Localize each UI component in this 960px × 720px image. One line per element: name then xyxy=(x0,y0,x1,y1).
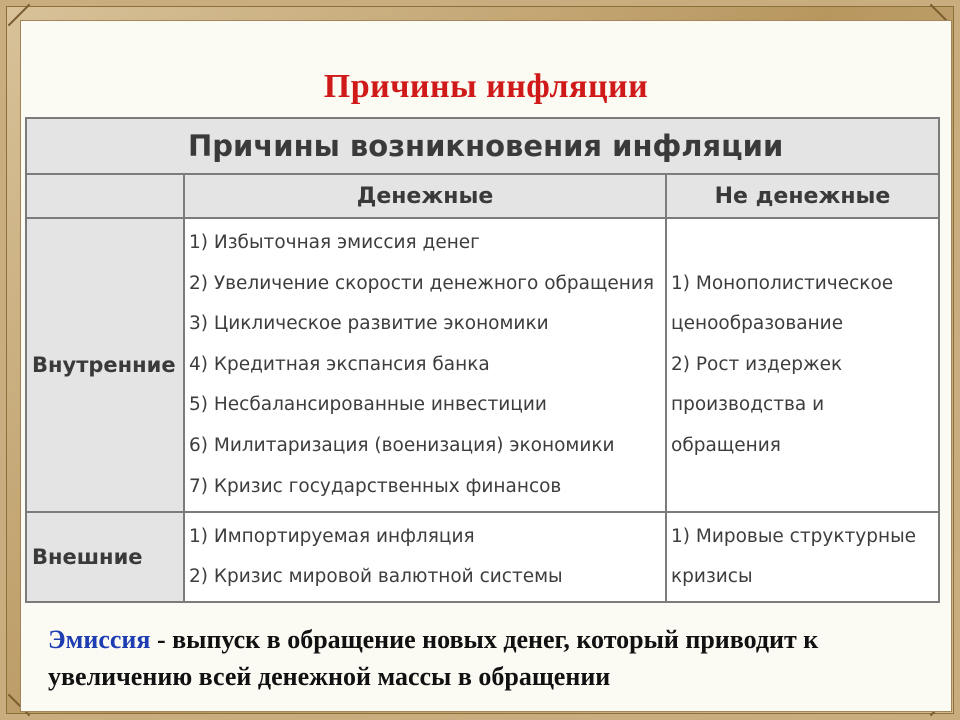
table-row-external xyxy=(26,512,939,602)
list-item: 1) Мировые структурные xyxy=(671,526,917,548)
slide-title: Причины инфляции xyxy=(323,68,649,105)
inflation-causes-table xyxy=(25,117,940,603)
list-item: 1) Монополистическое xyxy=(671,272,894,294)
list-item: 4) Кредитная экспансия банка xyxy=(189,353,490,375)
row-header-internal: Внутренние xyxy=(26,218,184,512)
list-item: 2) Увеличение скорости денежного обращения xyxy=(189,272,655,294)
internal-monetary-causes xyxy=(184,218,666,512)
slide-frame xyxy=(6,6,954,714)
list-item: 1) Импортируемая инфляция xyxy=(189,526,475,548)
list-item: 5) Несбалансированные инвестиции xyxy=(189,394,547,416)
list-item: 2) Рост издержек xyxy=(671,353,843,375)
corner-cell xyxy=(26,174,184,218)
external-monetary-causes xyxy=(184,512,666,602)
list-item: 2) Кризис мировой валютной системы xyxy=(189,566,563,588)
column-header-monetary: Денежные xyxy=(184,174,666,218)
table-row-internal xyxy=(26,218,939,512)
list-item: кризисы xyxy=(671,566,753,588)
definition-note xyxy=(48,621,938,695)
list-item: производства и обращения xyxy=(671,394,825,456)
column-header-non-monetary: Не денежные xyxy=(666,174,939,218)
definition-term: Эмиссия xyxy=(48,625,151,654)
slide xyxy=(20,20,952,712)
definition-text: - выпуск в обращение новых денег, который приводит к увеличению всей денежной массы в обращении xyxy=(48,625,819,691)
internal-non-monetary-causes xyxy=(666,218,939,512)
list-item: ценообразование xyxy=(671,313,844,335)
external-non-monetary-causes xyxy=(666,512,939,602)
list-item: 6) Милитаризация (военизация) экономики xyxy=(189,434,615,456)
list-item: 7) Кризис государственных финансов xyxy=(189,475,562,497)
row-header-external: Внешние xyxy=(26,512,184,602)
list-item: 1) Избыточная эмиссия денег xyxy=(189,232,480,253)
table-title: Причины возникновения инфляции xyxy=(26,118,939,174)
list-item: 3) Циклическое развитие экономики xyxy=(189,313,549,335)
